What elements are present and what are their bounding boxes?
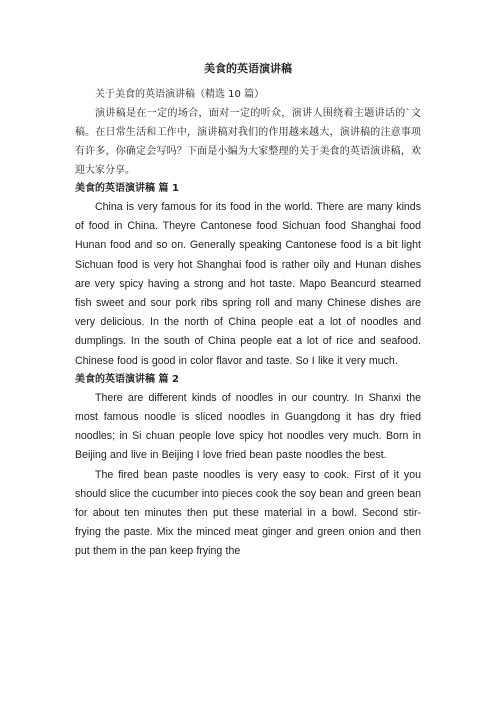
document-subtitle: 关于美食的英语演讲稿（精选 10 篇） (95, 89, 265, 100)
section-2-paragraph-1: There are different kinds of noodles in our country. In Shanxi the most famous noodle is sliced noodles in Guangdong it has dry fried noodles; in Si chuan people love spicy hot noodles very much. Born in Beijing and live in Beijing I love fried bean paste noodles the best. (75, 391, 421, 462)
document-page (75, 62, 421, 562)
section-1-heading: 美食的英语演讲稿 篇 1 (75, 183, 179, 194)
intro-paragraph: 演讲稿是在一定的场合，面对一定的听众，演讲人围绕着主题讲话的`文稿。在日常生活和工作中，演讲稿对我们的作用越来越大，演讲稿的注意事项有许多，你确定会写吗？下面是小编为大家整理的关于美食的英语演讲稿，欢迎大家分享。 (75, 108, 421, 176)
section-2-paragraph-2: The fired bean paste noodles is very easy to cook. First of it you should slice the cucumber into pieces cook the soy bean and green bean for about ten minutes then put these material in a bowl. Second stir-frying the paste. Mix the minced meat ginger and green onion and then put them in the pan keep frying the (75, 468, 421, 558)
section-1-paragraph-1: China is very famous for its food in the world. There are many kinds of food in China. Theyre Cantonese food Sichuan food Shanghai food Hunan food and so on. Generally speaking Cantonese food is a bit light Sichuan food is very hot Shanghai food is rather oily and Hunan dishes are very spicy having a strong and hot taste. Mapo Beancurd steamed fish sweet and sour pork ribs spring roll and many Chinese dishes are very delicious. In the north of China people eat a lot of noodles and dumplings. In the south of China people eat a lot of rice and seafood. Chinese food is good in color flavor and taste. So I like it very much. (75, 201, 421, 367)
document-title: 美食的英语演讲稿 (204, 62, 292, 75)
section-2-heading: 美食的英语演讲稿 篇 2 (75, 373, 179, 385)
